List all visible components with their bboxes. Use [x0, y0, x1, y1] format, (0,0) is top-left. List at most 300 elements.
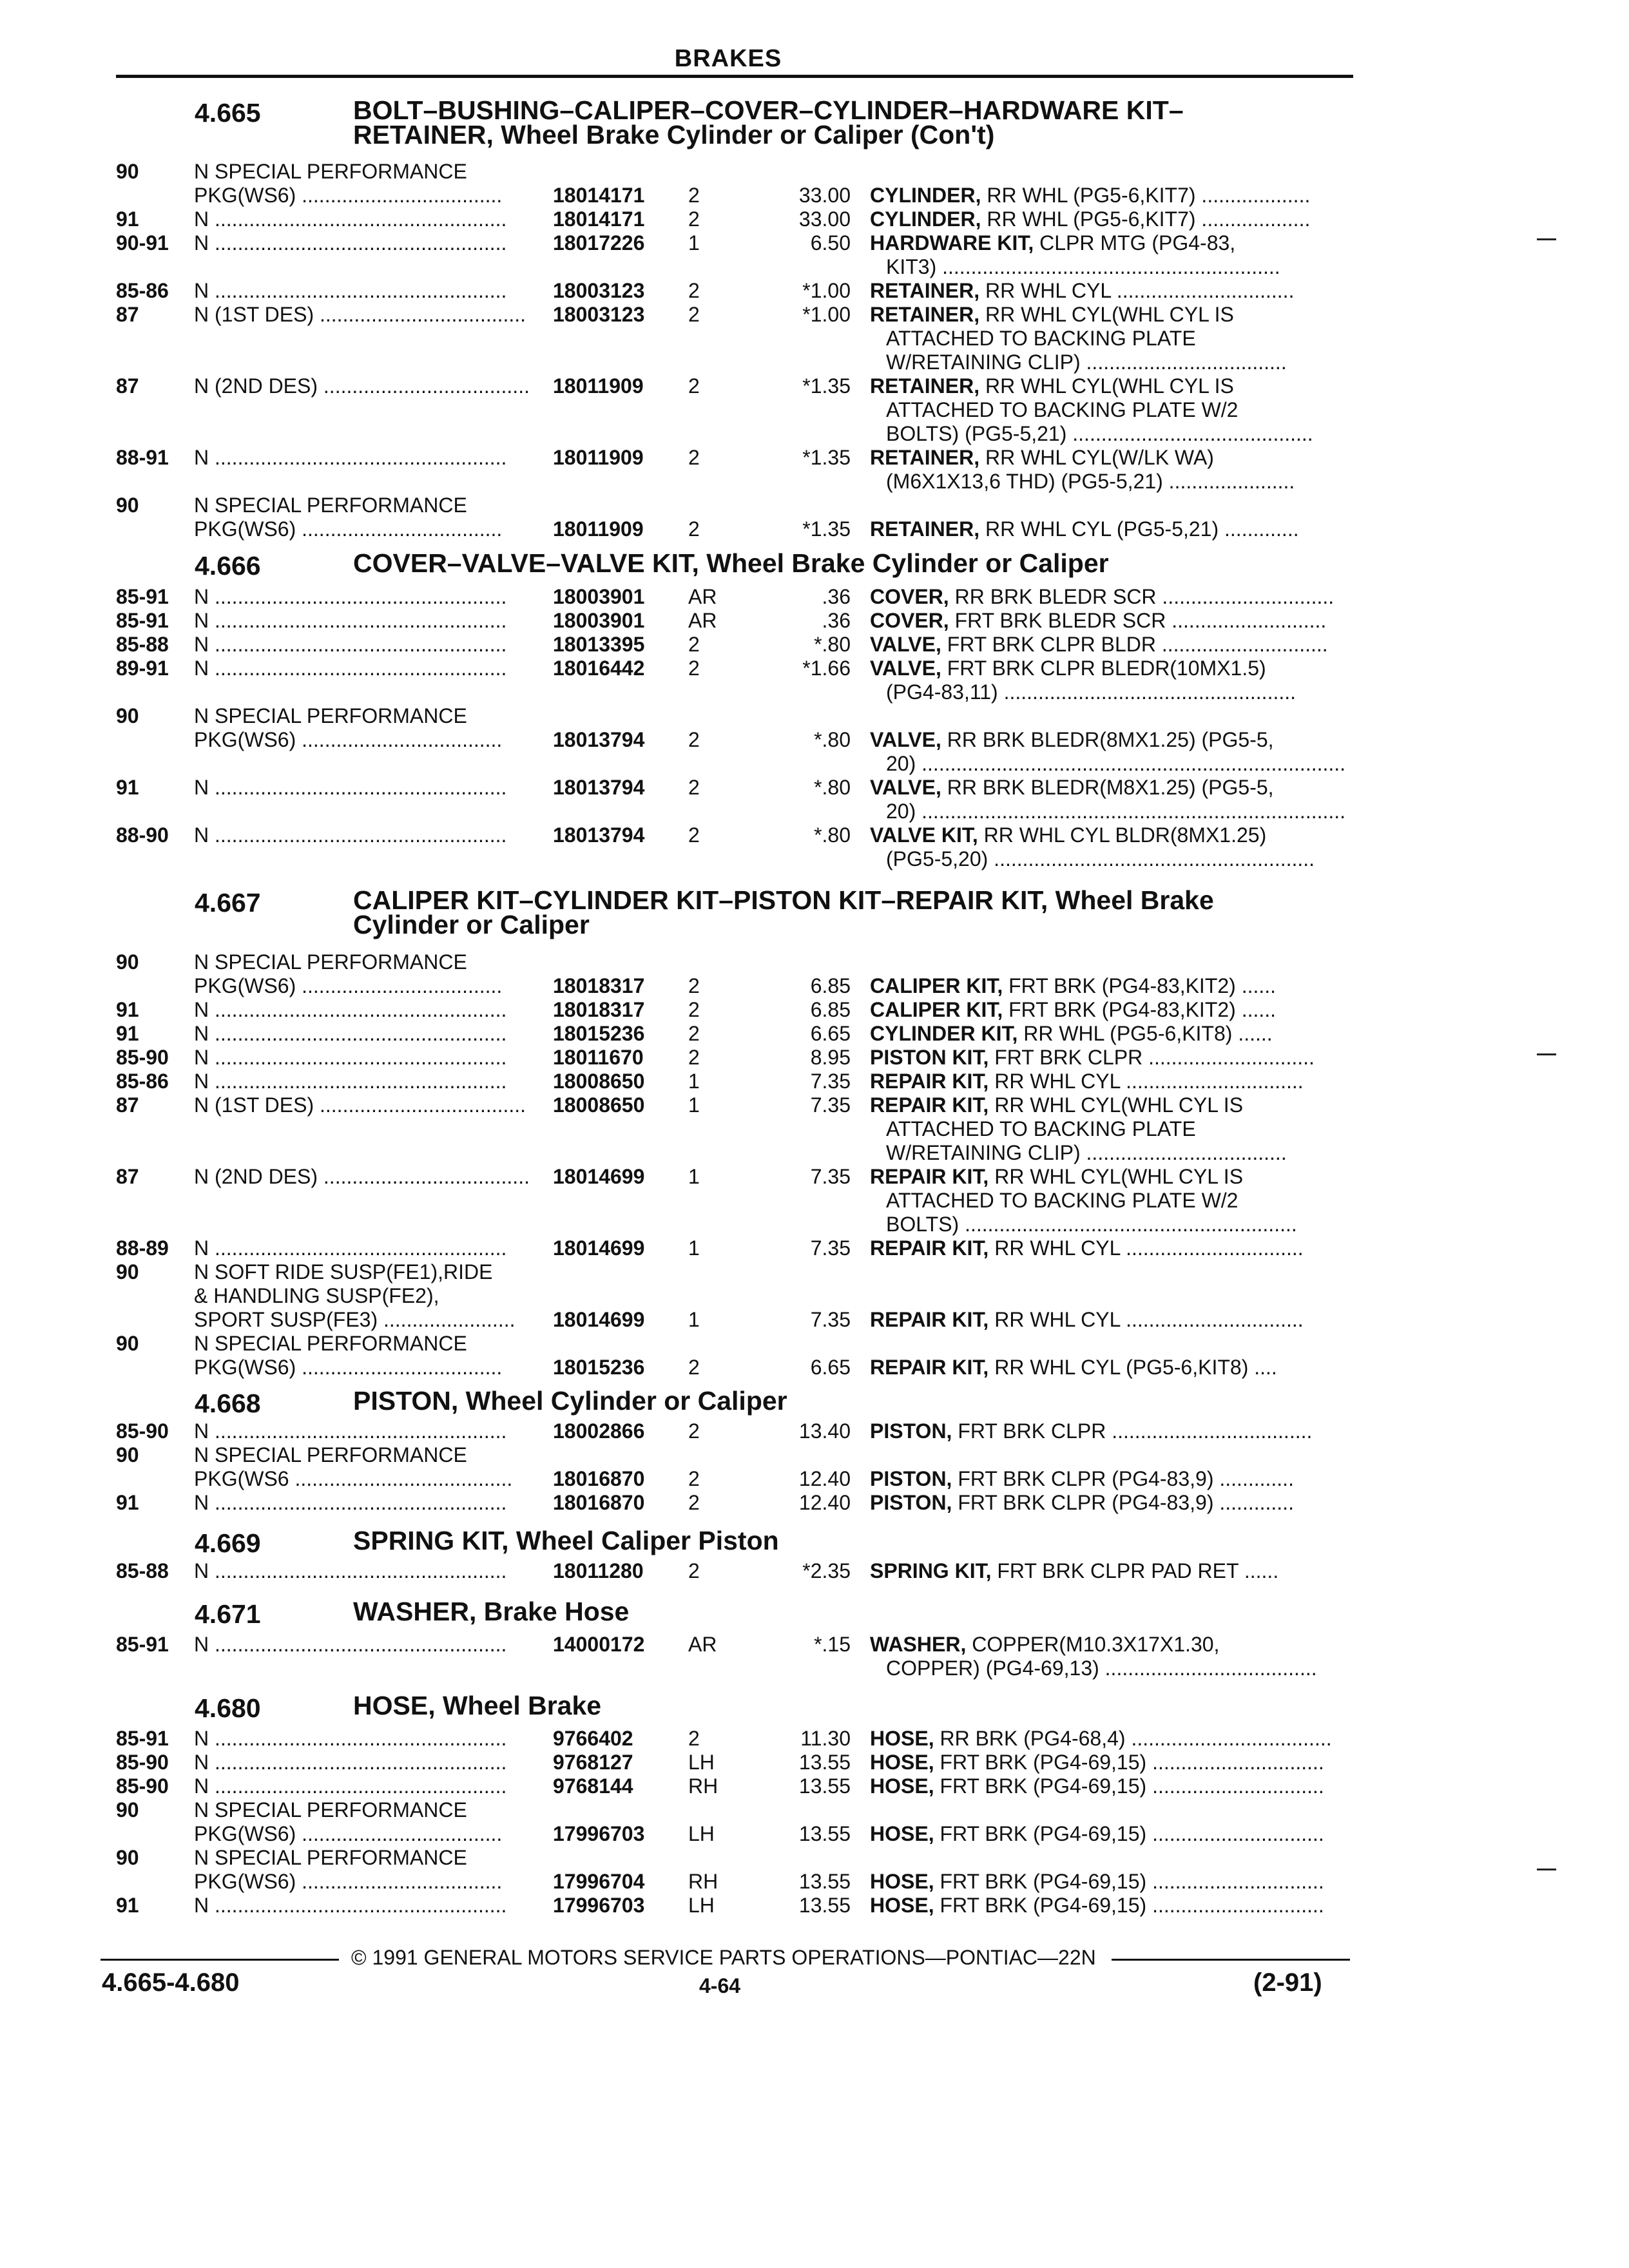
description-noun: COVER,	[870, 585, 949, 608]
qualifier: N SPECIAL PERFORMANCE	[194, 704, 467, 727]
qualifier: PKG(WS6) ...................................	[194, 1356, 503, 1379]
qualifier: N ...................................................	[194, 1751, 507, 1774]
description-detail: RR BRK BLEDR(M8X1.25) (PG5-5,	[941, 776, 1274, 799]
qualifier: PKG(WS6) ...................................	[194, 1870, 503, 1893]
section-number: 4.671	[195, 1599, 261, 1629]
section-range: 4.665-4.680	[102, 1968, 240, 1997]
qualifier: N ...................................................	[194, 609, 507, 632]
part-number: 17996703	[553, 1894, 645, 1917]
description	[870, 446, 1347, 469]
part-number: 18014171	[553, 207, 645, 231]
description	[870, 517, 1347, 541]
quantity: LH	[688, 1822, 715, 1845]
section-title: WASHER, Brake Hose	[353, 1597, 630, 1626]
price: *1.35	[802, 446, 851, 469]
qualifier: PKG(WS6) ...................................	[194, 974, 503, 997]
description	[870, 609, 1347, 632]
price: 7.35	[810, 1308, 851, 1331]
model-years: 85-90	[116, 1751, 169, 1774]
model-years: 90	[116, 1332, 139, 1355]
model-years: 88-90	[116, 823, 169, 847]
description-noun: HOSE,	[870, 1822, 934, 1845]
model-years: 89-91	[116, 657, 169, 680]
part-number: 18015236	[553, 1022, 645, 1045]
description-detail: RR BRK (PG4-68,4) ...................................	[934, 1727, 1332, 1750]
model-years: 90	[116, 160, 139, 183]
quantity: RH	[688, 1870, 718, 1893]
price: 7.35	[810, 1236, 851, 1260]
price: 6.65	[810, 1022, 851, 1045]
qualifier: N ...................................................	[194, 1236, 507, 1260]
qualifier: PKG(WS6) ...................................	[194, 1822, 503, 1845]
quantity: 2	[688, 1559, 700, 1582]
description	[870, 1751, 1347, 1774]
part-number: 17996703	[553, 1822, 645, 1845]
price: 8.95	[810, 1046, 851, 1069]
part-number: 17996704	[553, 1870, 645, 1893]
description-continued: ATTACHED TO BACKING PLATE W/2	[886, 1189, 1239, 1212]
description-noun: HOSE,	[870, 1870, 934, 1893]
description-detail: RR WHL CYL ...............................	[988, 1236, 1304, 1260]
description-noun: SPRING KIT,	[870, 1559, 992, 1582]
model-years: 91	[116, 1022, 139, 1045]
quantity: 2	[688, 279, 700, 302]
description-detail: RR WHL CYL BLDR(8MX1.25)	[978, 823, 1267, 847]
section-number: 4.668	[195, 1389, 261, 1418]
model-years: 85-91	[116, 1727, 169, 1750]
quantity: 2	[688, 184, 700, 207]
qualifier: N ...................................................	[194, 207, 507, 231]
description	[870, 1022, 1347, 1045]
description	[870, 1308, 1347, 1331]
quantity: 1	[688, 1165, 700, 1188]
price: 33.00	[798, 184, 851, 207]
description-noun: PISTON,	[870, 1491, 952, 1514]
model-years: 85-90	[116, 1046, 169, 1069]
description-noun: COVER,	[870, 609, 949, 632]
qualifier: N SPECIAL PERFORMANCE	[194, 1443, 467, 1466]
quantity: AR	[688, 609, 717, 632]
price: .36	[822, 585, 851, 608]
part-number: 18015236	[553, 1356, 645, 1379]
model-years: 90	[116, 494, 139, 517]
description	[870, 1165, 1347, 1188]
description-continued: ATTACHED TO BACKING PLATE W/2	[886, 398, 1239, 421]
description-detail: RR BRK BLEDR(8MX1.25) (PG5-5,	[941, 728, 1274, 751]
price: *1.00	[802, 279, 851, 302]
quantity: 2	[688, 207, 700, 231]
description-detail: FRT BRK (PG4-83,KIT2) ......	[1003, 998, 1277, 1021]
price: *.15	[814, 1633, 851, 1656]
model-years: 90	[116, 1846, 139, 1869]
price: 13.55	[798, 1751, 851, 1774]
qualifier: N ...................................................	[194, 1022, 507, 1045]
description-noun: HARDWARE KIT,	[870, 231, 1034, 255]
price: 6.85	[810, 974, 851, 997]
qualifier: N (2ND DES) ....................................	[194, 374, 530, 398]
description	[870, 374, 1347, 398]
description-noun: REPAIR KIT,	[870, 1070, 989, 1093]
description	[870, 1633, 1347, 1656]
part-number: 18008650	[553, 1093, 645, 1117]
part-number: 18003123	[553, 303, 645, 326]
description-continued: ATTACHED TO BACKING PLATE	[886, 1117, 1196, 1140]
description-noun: CYLINDER,	[870, 184, 981, 207]
qualifier: N ...................................................	[194, 585, 507, 608]
price: 6.85	[810, 998, 851, 1021]
description	[870, 1419, 1347, 1443]
quantity: 1	[688, 231, 700, 255]
description-detail: FRT BRK (PG4-69,15) ..............................	[934, 1751, 1324, 1774]
quantity: 2	[688, 1419, 700, 1443]
model-years: 90	[116, 1260, 139, 1283]
description-detail: CLPR MTG (PG4-83,	[1034, 231, 1236, 255]
part-number: 18013794	[553, 728, 645, 751]
part-number: 18017226	[553, 231, 645, 255]
description	[870, 1559, 1347, 1582]
part-number: 18008650	[553, 1070, 645, 1093]
quantity: LH	[688, 1894, 715, 1917]
quantity: 2	[688, 974, 700, 997]
price: 7.35	[810, 1093, 851, 1117]
qualifier: SPORT SUSP(FE3) .......................	[194, 1308, 516, 1331]
model-years: 85-91	[116, 1633, 169, 1656]
margin-mark	[1537, 238, 1556, 240]
description-detail: RR WHL CYL (PG5-6,KIT8) ....	[988, 1356, 1277, 1379]
price: *1.66	[802, 657, 851, 680]
model-years: 85-86	[116, 279, 169, 302]
qualifier: N (2ND DES) ....................................	[194, 1165, 530, 1188]
description-detail: RR WHL CYL (PG5-5,21) .............	[979, 517, 1299, 541]
qualifier: N ...................................................	[194, 1633, 507, 1656]
quantity: 1	[688, 1236, 700, 1260]
model-years: 87	[116, 303, 139, 326]
section-number: 4.669	[195, 1528, 261, 1558]
description	[870, 1356, 1347, 1379]
qualifier: N (1ST DES) ....................................	[194, 1093, 526, 1117]
description-noun: RETAINER,	[870, 374, 980, 398]
quantity: 2	[688, 517, 700, 541]
quantity: 2	[688, 303, 700, 326]
part-number: 18011909	[553, 517, 644, 541]
description-noun: WASHER,	[870, 1633, 967, 1656]
description-noun: REPAIR KIT,	[870, 1165, 989, 1188]
qualifier: N ...................................................	[194, 1419, 507, 1443]
quantity: 2	[688, 1022, 700, 1045]
footer-rule-left	[101, 1959, 339, 1961]
price: 12.40	[798, 1491, 851, 1514]
section-title: COVER–VALVE–VALVE KIT, Wheel Brake Cylinder or Caliper	[353, 548, 1109, 578]
qualifier: & HANDLING SUSP(FE2),	[194, 1284, 439, 1307]
description-detail: FRT BRK CLPR (PG4-83,9) .............	[952, 1467, 1294, 1490]
description-noun: REPAIR KIT,	[870, 1236, 989, 1260]
footer-rule-right	[1112, 1959, 1350, 1961]
description-noun: CALIPER KIT,	[870, 998, 1003, 1021]
part-number: 18011280	[553, 1559, 644, 1582]
qualifier: N ...................................................	[194, 998, 507, 1021]
price: 12.40	[798, 1467, 851, 1490]
part-number: 18013395	[553, 633, 645, 656]
part-number: 18002866	[553, 1419, 645, 1443]
description-detail: FRT BRK CLPR BLEDR(10MX1.5)	[941, 657, 1266, 680]
description-continued: (PG5-5,20) ........................................................	[886, 847, 1315, 870]
description-noun: PISTON,	[870, 1467, 952, 1490]
model-years: 85-86	[116, 1070, 169, 1093]
description-continued: ATTACHED TO BACKING PLATE	[886, 327, 1196, 350]
description-continued: COPPER) (PG4-69,13) .....................................	[886, 1657, 1317, 1680]
model-years: 90-91	[116, 231, 169, 255]
qualifier: N ...................................................	[194, 1894, 507, 1917]
price: 13.40	[798, 1419, 851, 1443]
description	[870, 823, 1347, 847]
description-detail: RR WHL CYL ...............................	[979, 279, 1295, 302]
section-title: HOSE, Wheel Brake	[353, 1691, 602, 1720]
description	[870, 1822, 1347, 1845]
description	[870, 1046, 1347, 1069]
qualifier: N SOFT RIDE SUSP(FE1),RIDE	[194, 1260, 493, 1283]
qualifier: N SPECIAL PERFORMANCE	[194, 1846, 467, 1869]
model-years: 85-91	[116, 609, 169, 632]
description-noun: CALIPER KIT,	[870, 974, 1003, 997]
section-title: PISTON, Wheel Cylinder or Caliper	[353, 1386, 787, 1416]
header-rule	[116, 75, 1353, 78]
qualifier: N ...................................................	[194, 823, 507, 847]
qualifier: N ...................................................	[194, 633, 507, 656]
description-detail: FRT BRK CLPR PAD RET ......	[991, 1559, 1279, 1582]
model-years: 87	[116, 1165, 139, 1188]
price: *1.35	[802, 517, 851, 541]
price: *1.00	[802, 303, 851, 326]
quantity: 2	[688, 657, 700, 680]
description	[870, 1774, 1347, 1798]
description-noun: HOSE,	[870, 1774, 934, 1798]
description	[870, 633, 1347, 656]
part-number: 18013794	[553, 776, 645, 799]
description-detail: RR WHL (PG5-6,KIT7) ...................	[981, 184, 1311, 207]
price: .36	[822, 609, 851, 632]
qualifier: N ...................................................	[194, 1070, 507, 1093]
part-number: 18018317	[553, 998, 645, 1021]
model-years: 87	[116, 1093, 139, 1117]
price: 13.55	[798, 1894, 851, 1917]
price: *1.35	[802, 374, 851, 398]
part-number: 18003123	[553, 279, 645, 302]
model-years: 90	[116, 1798, 139, 1821]
part-number: 18003901	[553, 585, 645, 608]
description	[870, 1870, 1347, 1893]
model-years: 90	[116, 1443, 139, 1466]
model-years: 88-91	[116, 446, 169, 469]
quantity: LH	[688, 1751, 715, 1774]
quantity: 2	[688, 446, 700, 469]
model-years: 85-91	[116, 585, 169, 608]
model-years: 90	[116, 704, 139, 727]
page-header: BRAKES	[674, 45, 782, 72]
description-continued: W/RETAINING CLIP) ...................................	[886, 1141, 1287, 1164]
price: 11.30	[800, 1727, 851, 1750]
description-detail: RR WHL CYL(WHL CYL IS	[988, 1093, 1244, 1117]
part-number: 18016442	[553, 657, 645, 680]
part-number: 18014699	[553, 1165, 645, 1188]
part-number: 18014699	[553, 1308, 645, 1331]
description-detail: RR BRK BLEDR SCR ..............................	[949, 585, 1335, 608]
quantity: 2	[688, 633, 700, 656]
qualifier: N SPECIAL PERFORMANCE	[194, 1798, 467, 1821]
section-title: SPRING KIT, Wheel Caliper Piston	[353, 1526, 779, 1555]
part-number: 18018317	[553, 974, 645, 997]
description	[870, 1491, 1347, 1514]
part-number: 18011909	[553, 374, 644, 398]
quantity: 1	[688, 1070, 700, 1093]
description-noun: HOSE,	[870, 1727, 934, 1750]
description-noun: PISTON,	[870, 1419, 952, 1443]
description-noun: HOSE,	[870, 1751, 934, 1774]
quantity: AR	[688, 1633, 717, 1656]
qualifier: N SPECIAL PERFORMANCE	[194, 1332, 467, 1355]
margin-mark	[1537, 1869, 1556, 1870]
part-number: 9768144	[553, 1774, 633, 1798]
qualifier: PKG(WS6) ...................................	[194, 517, 503, 541]
copyright-line: © 1991 GENERAL MOTORS SERVICE PARTS OPERATIONS—PONTIAC—22N	[351, 1946, 1096, 1969]
description-detail: FRT BRK (PG4-69,15) ..............................	[934, 1870, 1324, 1893]
model-years: 87	[116, 374, 139, 398]
model-years: 91	[116, 998, 139, 1021]
description-noun: VALVE,	[870, 776, 941, 799]
description-detail: FRT BRK (PG4-83,KIT2) ......	[1003, 974, 1277, 997]
part-number: 18016870	[553, 1491, 645, 1514]
qualifier: N ...................................................	[194, 1491, 507, 1514]
part-number: 18014699	[553, 1236, 645, 1260]
description-detail: RR WHL (PG5-6,KIT8) ......	[1017, 1022, 1273, 1045]
description-noun: VALVE,	[870, 657, 941, 680]
description-detail: RR WHL (PG5-6,KIT7) ...................	[981, 207, 1311, 231]
price: *.80	[814, 633, 851, 656]
model-years: 91	[116, 207, 139, 231]
quantity: 2	[688, 1727, 700, 1750]
price: *.80	[814, 776, 851, 799]
description-continued: (M6X1X13,6 THD) (PG5-5,21) ......................	[886, 470, 1295, 493]
description-noun: REPAIR KIT,	[870, 1356, 989, 1379]
quantity: 1	[688, 1093, 700, 1117]
model-years: 85-88	[116, 633, 169, 656]
margin-mark	[1537, 1053, 1556, 1055]
description-detail: FRT BRK CLPR .............................	[988, 1046, 1315, 1069]
description	[870, 657, 1347, 680]
qualifier: N ...................................................	[194, 1727, 507, 1750]
description-detail: COPPER(M10.3X17X1.30,	[966, 1633, 1220, 1656]
part-number: 18011909	[553, 446, 644, 469]
part-number: 18003901	[553, 609, 645, 632]
description	[870, 1727, 1347, 1750]
model-years: 90	[116, 950, 139, 974]
description-detail: FRT BRK CLPR BLDR .............................	[941, 633, 1328, 656]
quantity: 2	[688, 374, 700, 398]
qualifier: N ...................................................	[194, 1559, 507, 1582]
price: 13.55	[798, 1774, 851, 1798]
qualifier: N ...................................................	[194, 231, 507, 255]
qualifier: N ...................................................	[194, 446, 507, 469]
model-years: 91	[116, 776, 139, 799]
description	[870, 1467, 1347, 1490]
model-years: 85-90	[116, 1774, 169, 1798]
model-years: 85-88	[116, 1559, 169, 1582]
section-title: BOLT–BUSHING–CALIPER–COVER–CYLINDER–HARDWARE KIT– RETAINER, Wheel Brake Cylinder or Caliper (Con't)	[353, 95, 1184, 149]
quantity: 2	[688, 1046, 700, 1069]
page-number: 4-64	[699, 1974, 741, 1997]
qualifier: N SPECIAL PERFORMANCE	[194, 950, 467, 974]
description	[870, 303, 1347, 326]
description-noun: PISTON KIT,	[870, 1046, 989, 1069]
description-continued: (PG4-83,11) ...................................................	[886, 680, 1296, 704]
quantity: 2	[688, 728, 700, 751]
qualifier: N ...................................................	[194, 776, 507, 799]
description	[870, 279, 1347, 302]
description	[870, 184, 1347, 207]
description-detail: FRT BRK (PG4-69,15) ..............................	[934, 1822, 1324, 1845]
description	[870, 728, 1347, 751]
part-number: 18014171	[553, 184, 645, 207]
qualifier: N ...................................................	[194, 657, 507, 680]
description-noun: VALVE,	[870, 728, 941, 751]
part-number: 9766402	[553, 1727, 633, 1750]
quantity: 2	[688, 1356, 700, 1379]
description-detail: RR WHL CYL ...............................	[988, 1308, 1304, 1331]
description	[870, 974, 1347, 997]
section-title: CALIPER KIT–CYLINDER KIT–PISTON KIT–REPAIR KIT, Wheel Brake Cylinder or Caliper	[353, 885, 1214, 939]
description	[870, 231, 1347, 255]
description-detail: FRT BRK (PG4-69,15) ..............................	[934, 1774, 1324, 1798]
price: 7.35	[810, 1165, 851, 1188]
quantity: 2	[688, 776, 700, 799]
qualifier: N ...................................................	[194, 1774, 507, 1798]
part-number: 18016870	[553, 1467, 645, 1490]
qualifier: N ...................................................	[194, 1046, 507, 1069]
description-detail: RR WHL CYL(WHL CYL IS	[979, 303, 1234, 326]
description-noun: RETAINER,	[870, 517, 980, 541]
section-number: 4.667	[195, 888, 261, 918]
qualifier: N SPECIAL PERFORMANCE	[194, 160, 467, 183]
description	[870, 1093, 1347, 1117]
description-noun: HOSE,	[870, 1894, 934, 1917]
description-noun: VALVE KIT,	[870, 823, 978, 847]
description-continued: 20) ..........................................................................	[886, 800, 1346, 823]
quantity: AR	[688, 585, 717, 608]
quantity: RH	[688, 1774, 718, 1798]
description	[870, 998, 1347, 1021]
qualifier: PKG(WS6 ......................................	[194, 1467, 513, 1490]
model-years: 85-90	[116, 1419, 169, 1443]
description-detail: RR WHL CYL(WHL CYL IS	[988, 1165, 1244, 1188]
description-detail: RR WHL CYL(WHL CYL IS	[979, 374, 1234, 398]
description-detail: FRT BRK CLPR ...................................	[952, 1419, 1313, 1443]
price: 6.50	[810, 231, 851, 255]
qualifier: N (1ST DES) ....................................	[194, 303, 526, 326]
description-detail: FRT BRK CLPR (PG4-83,9) .............	[952, 1491, 1294, 1514]
description-continued: 20) ..........................................................................	[886, 752, 1346, 775]
description	[870, 1236, 1347, 1260]
quantity: 1	[688, 1308, 700, 1331]
description-continued: W/RETAINING CLIP) ...................................	[886, 351, 1287, 374]
description-noun: CYLINDER,	[870, 207, 981, 231]
description-noun: VALVE,	[870, 633, 941, 656]
qualifier: N ...................................................	[194, 279, 507, 302]
description	[870, 1070, 1347, 1093]
section-number: 4.680	[195, 1693, 261, 1723]
quantity: 2	[688, 1491, 700, 1514]
part-number: 18011670	[553, 1046, 644, 1069]
model-years: 91	[116, 1894, 139, 1917]
description-noun: CYLINDER KIT,	[870, 1022, 1018, 1045]
